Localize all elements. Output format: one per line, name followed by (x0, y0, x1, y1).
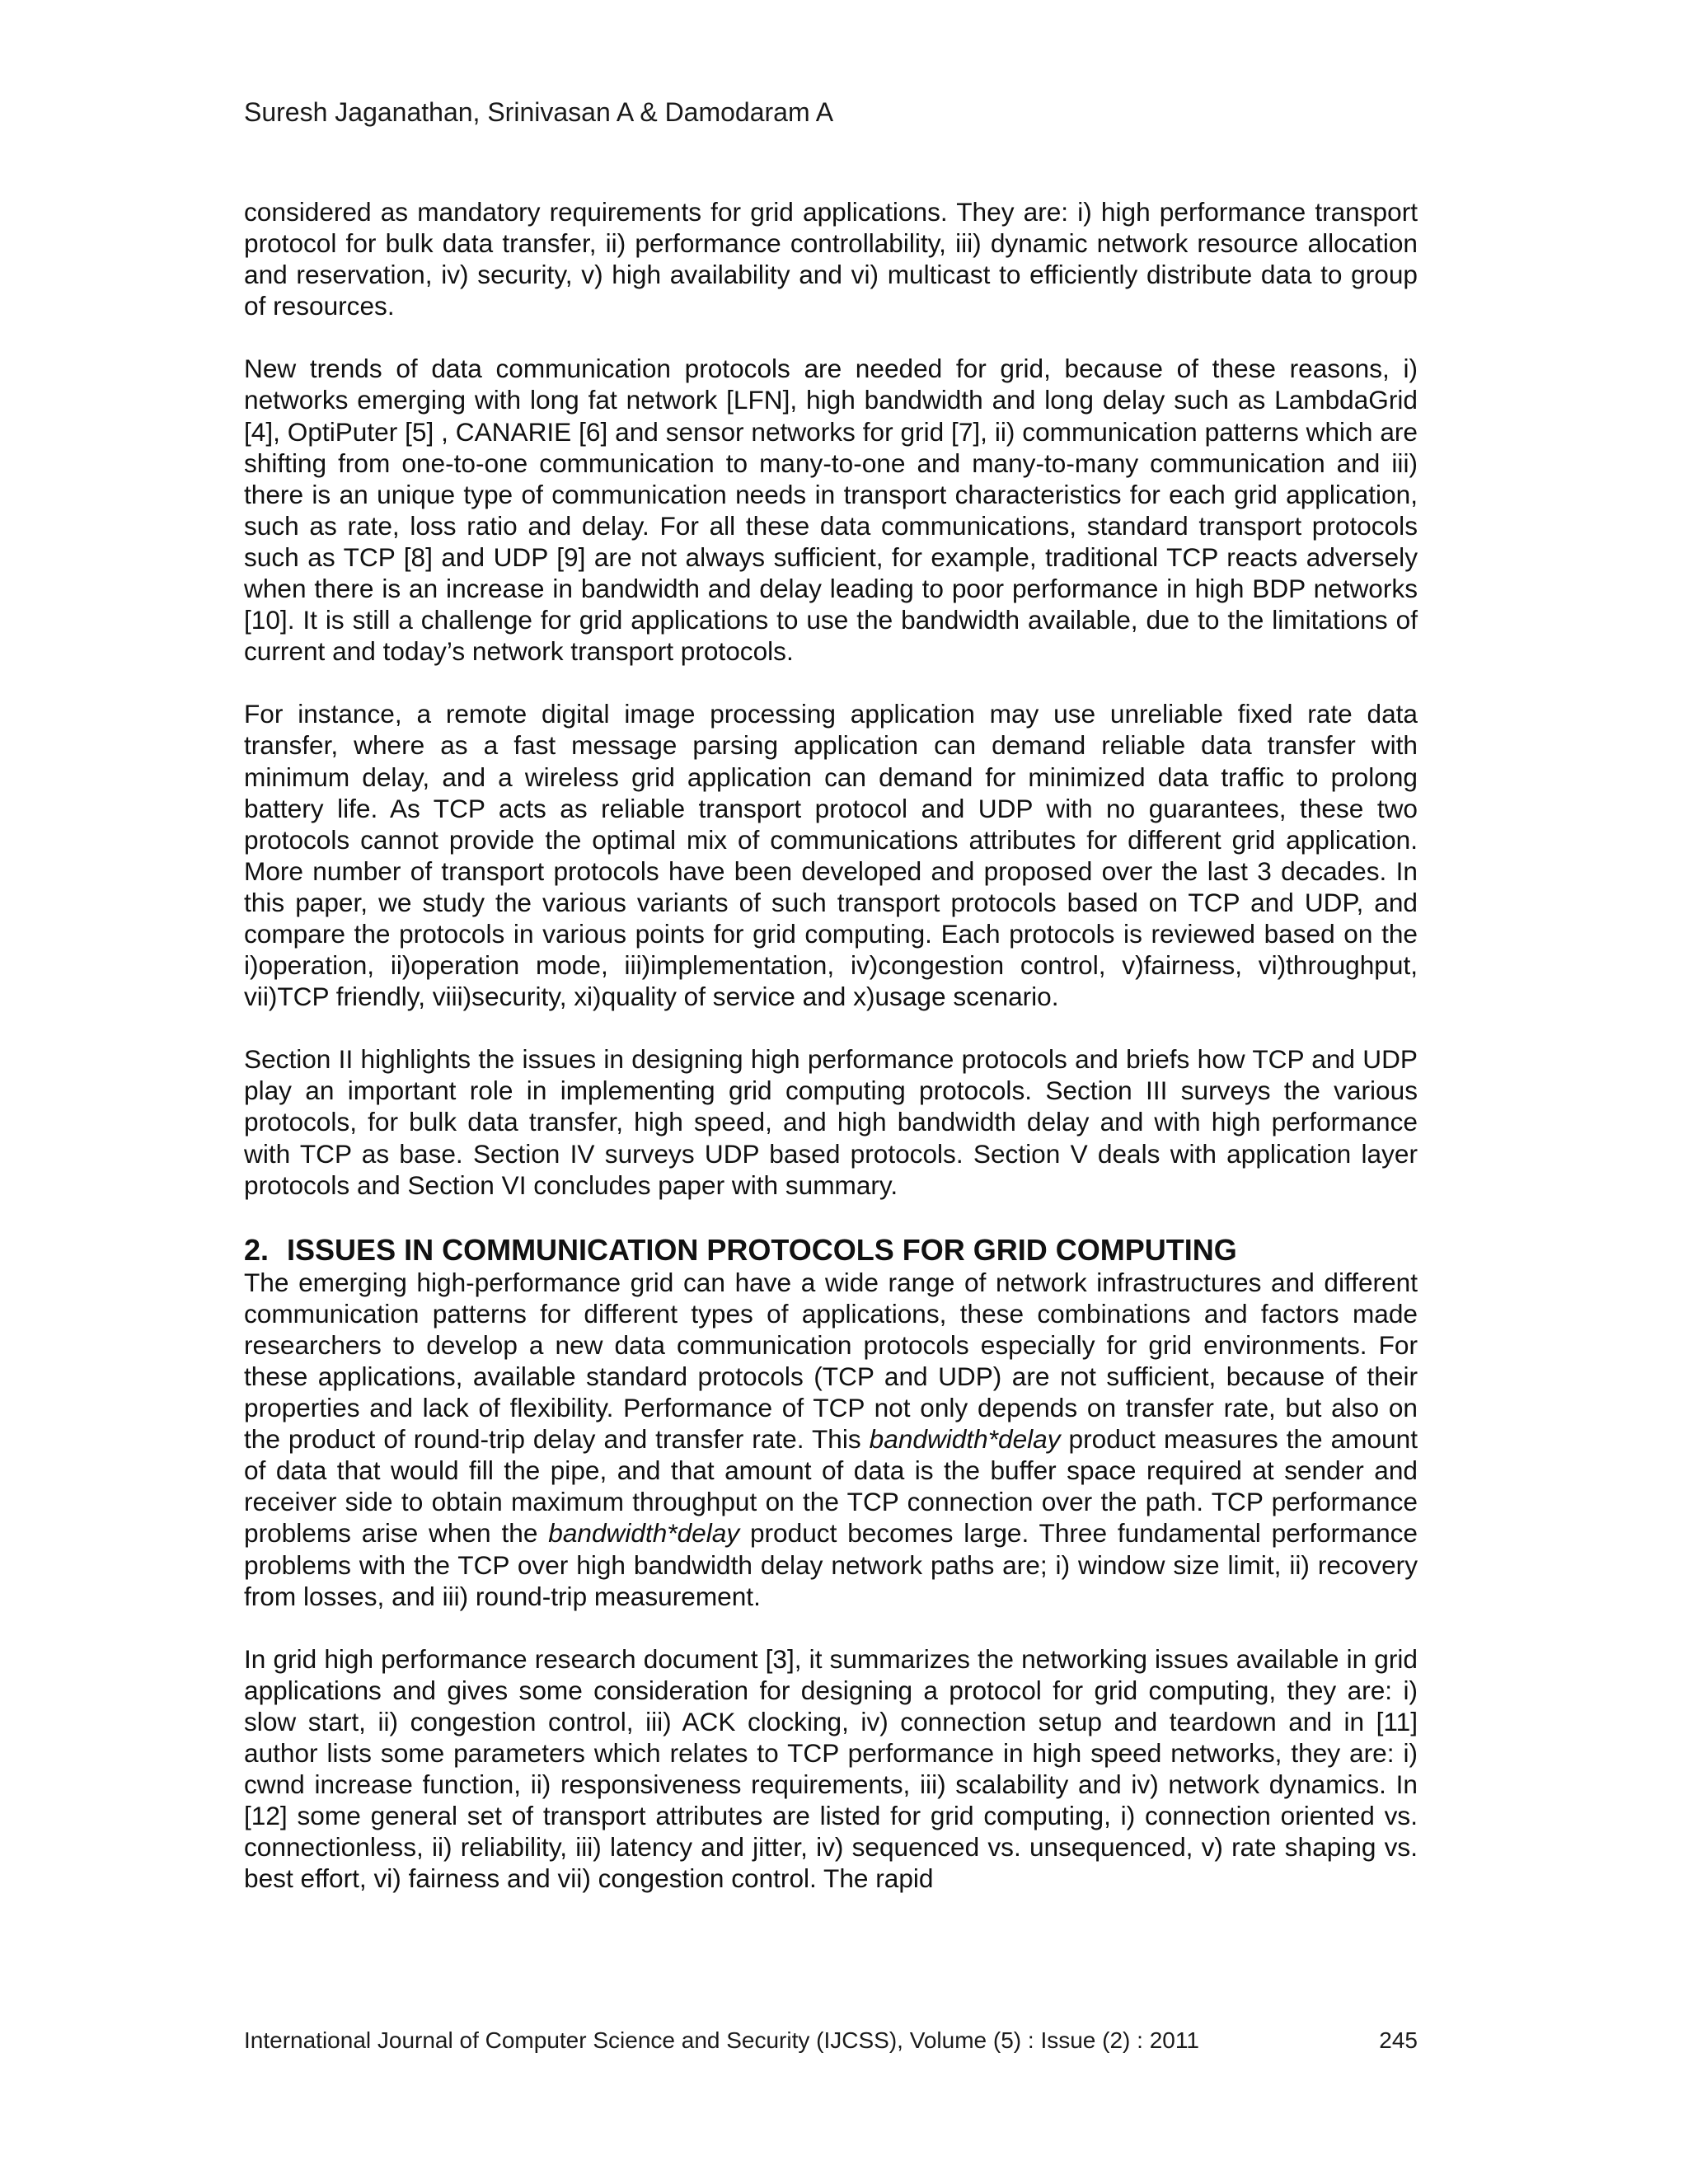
paragraph-section-overview: Section II highlights the issues in designing high performance protocols and briefs how TCP and UDP play an important role in implementing grid computing protocols. Section III surveys the various protocols, for bulk data transfer, high speed, and high bandwidth delay and with high performance with TCP as base. Section IV surveys UDP based protocols. Section V deals with application layer protocols and Section VI concludes paper with summary. (244, 1044, 1418, 1200)
article-body (244, 196, 1418, 1895)
paragraph-for-instance: For instance, a remote digital image processing application may use unreliable fixed rate data transfer, where as a fast message parsing application can demand reliable data transfer with minimum delay, and a wireless grid application can demand for minimized data traffic to prolong battery life. As TCP acts as reliable transport protocol and UDP with no guarantees, these two protocols cannot provide the optimal mix of communications attributes for different grid application. More number of transport protocols have been developed and proposed over the last 3 decades. In this paper, we study the various variants of such transport protocols based on TCP and UDP, and compare the protocols in various points for grid computing. Each protocols is reviewed based on the i)operation, ii)operation mode, iii)implementation, iv)congestion control, v)fairness, vi)throughput, vii)TCP friendly, viii)security, xi)quality of service and x)usage scenario. (244, 699, 1418, 1012)
running-header-authors: Suresh Jaganathan, Srinivasan A & Damodaram A (244, 97, 834, 127)
page-footer (244, 2026, 1418, 2055)
section-2-title: ISSUES IN COMMUNICATION PROTOCOLS FOR GRID COMPUTING (287, 1232, 1237, 1267)
paragraph-grid-research: In grid high performance research document [3], it summarizes the networking issues available in grid applications and gives some consideration for designing a protocol for grid computing, they are: i) slow start, ii) congestion control, iii) ACK clocking, iv) connection setup and teardown and in [11] author lists some parameters which relates to TCP performance in high speed networks, they are: i) cwnd increase function, ii) responsiveness requirements, iii) scalability and iv) network dynamics. In [12] some general set of transport attributes are listed for grid computing, i) connection oriented vs. connectionless, ii) reliability, iii) latency and jitter, iv) sequenced vs. unsequenced, v) rate shaping vs. best effort, vi) fairness and vii) congestion control. The rapid (244, 1643, 1418, 1894)
paragraph-emerging-grid-part-2: product measures the amount of data that would fill the pipe, and that amount of data is the buffer space required at sender and receiver side to obtain maximum throughput on the TCP connection over the path. TCP performance problems arise when the (244, 1424, 1418, 1549)
paragraph-new-trends: New trends of data communication protocols are needed for grid, because of these reasons, i) networks emerging with long fat network [LFN], high bandwidth and long delay such as LambdaGrid [4], OptiPuter [5] , CANARIE [6] and sensor networks for grid [7], ii) communication patterns which are shifting from one-to-one communication to many-to-one and many-to-many communication and iii) there is an unique type of communication needs in transport characteristics for each grid application, such as rate, loss ratio and delay. For all these data communications, standard transport protocols such as TCP [8] and UDP [9] are not always sufficient, for example, traditional TCP reacts adversely when there is an increase in bandwidth and delay leading to poor performance in high BDP networks [10]. It is still a challenge for grid applications to use the bandwidth available, due to the limitations of current and today’s network transport protocols. (244, 354, 1418, 667)
section-2-heading (244, 1232, 1418, 1268)
page-number: 245 (1379, 2027, 1418, 2053)
section-2-number: 2. (244, 1232, 270, 1267)
paragraph-emerging-grid-part-1: The emerging high-performance grid can have a wide range of network infrastructures and different communication patterns for different types of applications, these combinations and factors made researchers to develop a new data communication protocols especially for grid environments. For these applications, available standard protocols (TCP and UDP) are not sufficient, because of their properties and lack of flexibility. Performance of TCP not only depends on transfer rate, but also on the product of round-trip delay and transfer rate. This (244, 1267, 1418, 1455)
paragraph-emerging-grid (244, 1267, 1418, 1612)
bandwidth-delay-term-1: bandwidth*delay (869, 1424, 1061, 1455)
paragraph-requirements: considered as mandatory requirements for grid applications. They are: i) high performance transport protocol for bulk data transfer, ii) performance controllability, iii) dynamic network resource allocation and reservation, iv) security, v) high availability and vi) multicast to efficiently distribute data to group of resources. (244, 197, 1418, 321)
bandwidth-delay-term-2: bandwidth*delay (548, 1518, 740, 1549)
footer-journal-citation: International Journal of Computer Science and Security (IJCSS), Volume (5) : Issue (2) : 2011 (244, 2027, 1199, 2053)
paragraph-emerging-grid-part-3: product becomes large. Three fundamental performance problems with the TCP over high bandwidth delay network paths are; i) window size limit, ii) recovery from losses, and iii) round-trip measurement. (244, 1518, 1418, 1611)
